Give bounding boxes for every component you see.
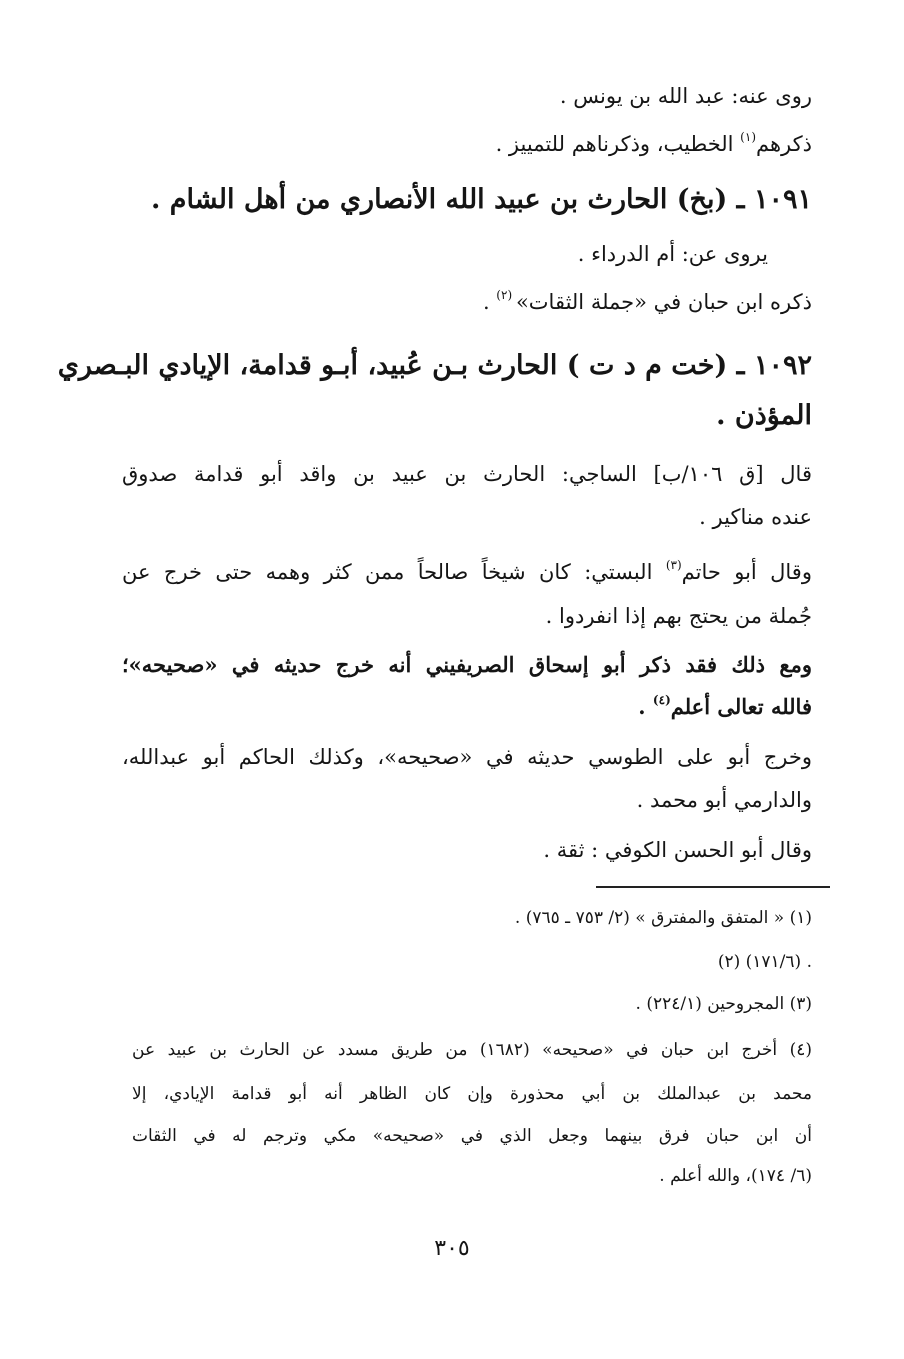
footnote-ref: (٣)	[665, 558, 682, 572]
footnote-1	[515, 908, 812, 928]
footnote-4	[132, 1040, 812, 1060]
text: أن ابن حبان فرق بينهما وجعل الذي في «صحيحه» مكي وترجم له في الثقات	[132, 1126, 812, 1146]
text: وقال أبو حاتم	[681, 560, 812, 584]
text: جُملة من يحتج بهم إذا انفردوا .	[545, 604, 812, 628]
abu-hatim-line	[122, 560, 812, 584]
footnote-ref: (١)	[740, 130, 756, 144]
entry-heading-1092-cont	[716, 400, 812, 431]
text: ١٠٩١ ـ (بخ) الحارث بن عبيد الله الأنصاري من أهل الشام .	[150, 184, 812, 215]
footnote-separator	[596, 886, 830, 888]
text: (١) « المتفق والمفترق » (٢/ ٧٥٣ ـ ٧٦٥) .	[514, 908, 812, 928]
footnote-4-line-4	[659, 1166, 812, 1186]
footnote-ref: (٤)	[652, 693, 671, 707]
text: ذكرهم	[756, 132, 812, 156]
footnote-4-line-2	[132, 1084, 812, 1104]
text: قال [ق ١٠٦/ب] الساجي: الحارث بن عبيد بن واقد أبو قدامة صدوق	[122, 462, 812, 486]
entry-heading-1091	[151, 184, 812, 215]
text: عنده مناكير .	[699, 505, 812, 529]
text: ١٠٩٢ ـ (خت م د ت ) الحارث بـن عُبيد، أبـو قدامة، الإيادي البـصري	[57, 350, 812, 381]
footnote-ref: (٢)	[496, 288, 516, 302]
sarifini-line-cont	[638, 694, 812, 719]
text: ذكره ابن حبان في «جملة الثقات»	[515, 290, 812, 314]
text: وقال أبو الحسن الكوفي : ثقة .	[543, 838, 812, 862]
text: والدارمي أبو محمد .	[636, 788, 812, 812]
text: روى عنه: عبد الله بن يونس .	[559, 84, 812, 108]
saji-line	[122, 462, 812, 486]
ibn-hibban-line	[483, 290, 812, 314]
footnote-4-line-3	[132, 1126, 812, 1146]
text: .	[638, 694, 653, 719]
tusi-line-cont	[637, 788, 812, 812]
text: .	[482, 290, 497, 314]
mention-line	[496, 132, 812, 156]
narrates-from-line	[578, 242, 768, 266]
footnote-2	[718, 952, 812, 972]
text: البستي: كان شيخاً صالحاً ممن كثر وهمه حتى خرج عن	[122, 560, 666, 584]
text: (٢) (١٧١/٦) .	[717, 952, 812, 972]
text: (٣) المجروحين (٢٢٤/١) .	[635, 994, 812, 1014]
text: (٦/ ١٧٤)، والله أعلم .	[659, 1166, 812, 1186]
footnote-3	[636, 994, 812, 1014]
tusi-line	[122, 745, 812, 769]
kufi-line	[543, 838, 812, 862]
text: فالله تعالى أعلم	[670, 694, 812, 719]
sarifini-line	[122, 652, 812, 677]
narrator-line	[560, 84, 812, 108]
text: محمد بن عبدالملك بن أبي محذورة وإن كان الظاهر أنه أبو قدامة الإيادي، إلا	[132, 1084, 812, 1104]
text: ومع ذلك فقد ذكر أبو إسحاق الصريفيني أنه خرج حديثه في «صحيحه»؛	[122, 652, 812, 677]
page-number: ٣٠٥	[434, 1236, 470, 1261]
text: وخرج أبو على الطوسي حديثه في «صحيحه»، وكذلك الحاكم أبو عبدالله،	[122, 745, 812, 769]
text: يروى عن: أم الدرداء .	[577, 242, 768, 266]
abu-hatim-line-cont	[546, 604, 812, 628]
entry-heading-1092	[57, 350, 812, 381]
saji-line-cont	[699, 505, 812, 529]
text: (٤) أخرج ابن حبان في «صحيحه» (١٦٨٢) من طريق مسدد عن الحارث بن عبيد عن	[132, 1040, 812, 1060]
text: الخطيب، وذكرناهم للتمييز .	[495, 132, 741, 156]
text: المؤذن .	[716, 400, 812, 431]
